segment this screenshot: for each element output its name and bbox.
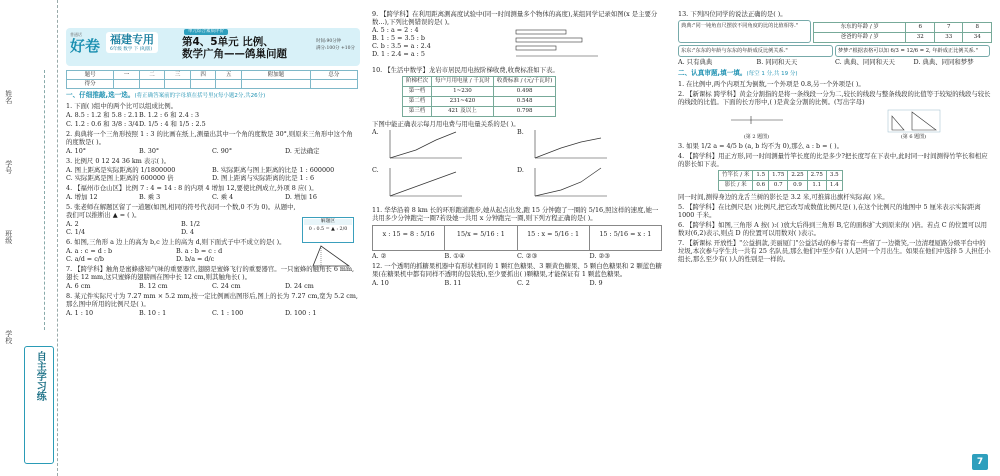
section-1-title: 一、仔细推敲,选一选。(将正确答案前的字母填在括号里)(每小题2分,共26分) (66, 91, 266, 99)
bubble-mengmeng: 梦梦:"根据表格可以知 6/3 = 12/6 = 2, 年龄成正比例关系." (835, 45, 990, 58)
binding-strip (0, 0, 58, 476)
fill-2: 2. 【新课标 跨学科】黄金分割指的是将一条线段一分为二,较长的线段与整条线段的比值等于较短的线段与较长的线段的比值。下面的长方形中,( )是黄金分割的比例。(写出字母) (678, 90, 991, 107)
question-1: 1. 下面( )组中的两个比可以组成比例。 A. 8.5 : 1.2 和 5.8 : 2.1 B. 1.2 : 6 和 2.4 : 3 C. 1.2 : 0.6 和 3/8 : 3/4 D. 1/5 : 4 和 1/5 : 2.5 (66, 101, 206, 128)
region-badge: 福建专用 6年级 数学 下 (RJ版) (106, 32, 158, 53)
graph-a: A. (372, 128, 517, 166)
section-2-title: 二、认真审题,填一填。(每空 1 分,共 19 分) (678, 69, 798, 78)
column-left (62, 56, 362, 476)
class-label: 班级 (4, 230, 13, 244)
logo: 普通话 好卷 (70, 32, 101, 55)
golden-ratio-figure (727, 108, 787, 134)
unit-tag: 单元综合素质评价 (184, 29, 228, 35)
student-id-label: 学号 (4, 160, 13, 174)
bubble-dongdong: 东东:"东东的年龄与东东的年龄成反比例关系." (678, 45, 833, 58)
question-2: 2. 典典将一个三角形按照 1 : 3 的比画在纸上,测量出其中一个角的度数是 30°,则原来三角形中这个角的度数是( )。 A. 10° B. 30° C. 90° D. 无法确定 (66, 129, 353, 155)
triangle-grid-figure (884, 108, 944, 134)
column-right (672, 0, 996, 476)
score-table: 题号 一 二 三 四 五 附加题 总分 得分 (66, 70, 358, 89)
solution-box: 解题区 0 : 0.5 = ▲ : 2/0 (302, 217, 354, 243)
question-4: 4. 【福州市仓山区】比例 7 : 4 = 14 : 8 的内项 4 增加 12,要使比例成立,外项 8 应( )。 A. 增加 12 B. 乘 3 C. 乘 4 D. 增加 16 (66, 183, 318, 201)
school-label: 学校 (4, 330, 13, 344)
fig-label-2: (第 2 题图) (743, 134, 770, 141)
electricity-table: 阶梯栏次 每户月用电量 / 千瓦时 收费标准 / (元/千瓦时) 第一档 1~230 0.498 第二档 231~420 0.548 第三档 421 及以上 0.798 (402, 76, 556, 117)
fig-label-6: (第 6 题图) (900, 134, 927, 141)
equation-boxes: x : 15 = 8 : 5/16 15/x = 5/16 : 1 15 : x = 5/16 : 1 15 : 5/16 = x : 1 (372, 225, 662, 251)
question-11: 11. 华华沿着 8 km 长的环形跑道跑步,她从起点出发,跑 15 分钟跑了一圈的 5/16,照这样的速度,她一共用多少分钟跑完一圈?若设她一共用 x 分钟跑完一圈,则下列方程正确的是( )。 x : 15 = 8 : 5/16 15/x = 5/16 : 1 15 : x = 5/16 : 1 15 : 5/16 = x : 1 A. ② B. ①④ C. ②③ D. ②③ (372, 206, 662, 260)
fill-4b: 同一时间,测得身边的龙舌兰树的影长是 3.2 米,可推算出旗杆实际高( )米。 (678, 193, 889, 202)
question-12: 12. 一个透明的抓糖果机器中有形状相同的 1 颗红色糖果、3 颗黄色糖果、5 颗白色糖果和 2 颗蓝色糖果(在糖果机中都有同样不透明的包装纸),至少要抓出( )颗糖果,才能保证有 1 颗蓝色糖果。 A. 10 B. 11 C. 2 D. 9 (372, 261, 662, 287)
fill-1: 1. 在比例中,两个内项互为倒数,一个外项是 0.8,另一个外项是( )。 (678, 80, 865, 89)
question-10: 10. 【生活中数学】龙岩市居民用电按阶梯收费,收费标准如下表。 阶梯栏次 每户月用电量 / 千瓦时 收费标准 / (元/千瓦时) 第一档 1~230 0.498 第二档 231~420 0.548 第三档 421 及以上 0.798 下图中能正确表示每月用电费与用电量关系的是( )。 A. B. C. D. (372, 66, 662, 204)
question-9: 9. 【跨学科】在利用距离测高度试验中(同一时间测量多个物体的高度),某组同学记录如图(x 是主要分数...),下列比例错误的是( )。 A. 5 : a = 2 : 4 B. 1 : 5 = 3.5 : b C. b : 3.5 = a : 2.4 D. 1 : 2.4 = a : 5 (372, 10, 662, 64)
fill-6: 6. 【跨学科】如图,三角形 A 按( ):( )放大后得到三角形 B,它的面积扩大到原来的( )倍。若点 C 的位置可以用数对(6,2)表示,则点 D 的位置可以用数对( )表示。 (678, 221, 987, 238)
fill-7: 7. 【新课标 开放性】"公益捐款,美丽厦门"公益活动的参与者有一些留了一边微笑,一边清理厦路分级平台中的垃圾,本次参与学生共一共有 25 名队员,那么他们中至少有( )人是同一个月出生。如果在他们中选择 5 人担任小组长,那么至少有( )人的性别是一样的。 (678, 239, 991, 264)
page-number: 7 (972, 454, 988, 470)
fill-4: 4. 【跨学科】用正方形,同一时间测量竹竿长度的比是多少?把长度写在下表中,此时同一时间测得竹竿长和相应的影长如下表。 (678, 152, 988, 169)
age-table: 东东的年龄 / 岁 6 7 8 爸爸的年龄 / 岁 32 33 34 (813, 22, 992, 43)
exam-meta: 时间:90分钟 满分:100分 +10分 (315, 39, 355, 51)
page-title: 第4、5单元 比例、 数学广角——鸽巢问题 (182, 36, 287, 60)
fill-figures (678, 108, 992, 134)
graph-c: C. (372, 166, 517, 204)
question-5: 5. 张老师在解题区留了一道题(如图,相同的符号代表同一个数,0 不为 0)。从题中,我们可以推断出 ▲ = ( )。 A. 2 B. 1/2 C. 1/4 D. 4 解题区 0 : 0.5 = ▲ : 2/0 (66, 203, 358, 236)
bamboo-table: 竹竿长 / 米 1.5 1.75 2.25 2.75 3.5 影长 / 米 0.6 0.7 0.9 1.1 1.4 (718, 170, 843, 191)
brand-vertical: 自主学习练 (24, 346, 54, 464)
question-8: 8. 某元件实际尺寸为 7.27 mm × 5.2 mm,按一定比例画出图形后,图上的长为 7.27 cm,宽为 5.2 cm,那么图中所用的比例尺是( )。 A. 1 : 10 B. 10 : 1 C. 1 : 100 D. 100 : 1 (66, 291, 358, 317)
fill-3: 3. 如果 1/2 a = 4/5 b (a, b 均不为 0),那么 a : b = ( )。 (678, 142, 843, 151)
height-bars-figure (512, 26, 602, 64)
graph-b: B. (517, 128, 662, 166)
column-middle (366, 0, 666, 476)
question-7: 7. 【跨学科】触角是蜜蜂感知气味的重要器官,翅膀是蜜蜂飞行的重要器官。一只蜜蜂的触角长 6 mm,翅长 12 mm,这只蜜蜂的翅膀画在图中长 12 cm,则其触角长( )。 A. 6 cm B. 12 cm C. 24 cm D. 24 cm (66, 264, 355, 290)
name-label: 姓名 (4, 90, 13, 104)
question-6: 6. 如图,三角形 a 边上的高为 b,c 边上的高为 d,则下面式子中不成立的是( )。 A. a : c = d : b B. a : b = c : d C. a/d = c/b D. b/a = d/c (66, 238, 358, 263)
cut-line (44, 70, 45, 330)
fill-5: 5. 【跨学科】在比例尺是( )比例尺,把它改写成数值比例尺是( ),在这个比例尺的地图中 5 厘米表示实际距离 1000 千米。 (678, 203, 981, 220)
question-3: 3. 比例尺 0 12 24 36 km 表示( )。 A. 图上距离是实际距离的 1/1800000 B. 实际距离与图上距离的比是 1 : 600000 C. 实际距离是图上距离的 600000 倍 D. 图上距离与实际距离的比是 1 : 6 (66, 156, 335, 182)
graph-options (372, 128, 662, 204)
triangle-figure (310, 244, 352, 268)
graph-d: D. (517, 166, 662, 204)
bubble-diandian: 典典:"同一钝角直尺摆放不同角度的比的比值相等." (678, 20, 811, 43)
question-13: 13. 下列四位同学的说法正确的是( )。 典典:"同一钝角直尺摆放不同角度的比的比值相等." 东东的年龄 / 岁 6 7 8 爸爸的年龄 / 岁 32 33 34 东东:"东东的年龄与东东的年龄成反比例关系." 梦梦:"根据表格可以知 6/3 = 12/6 = 2, 年龄成正比例关系." A. 只有典典 B. 同同和天天 C. 典典、同同和天天 D. 典典、同同和梦梦 (678, 10, 992, 66)
